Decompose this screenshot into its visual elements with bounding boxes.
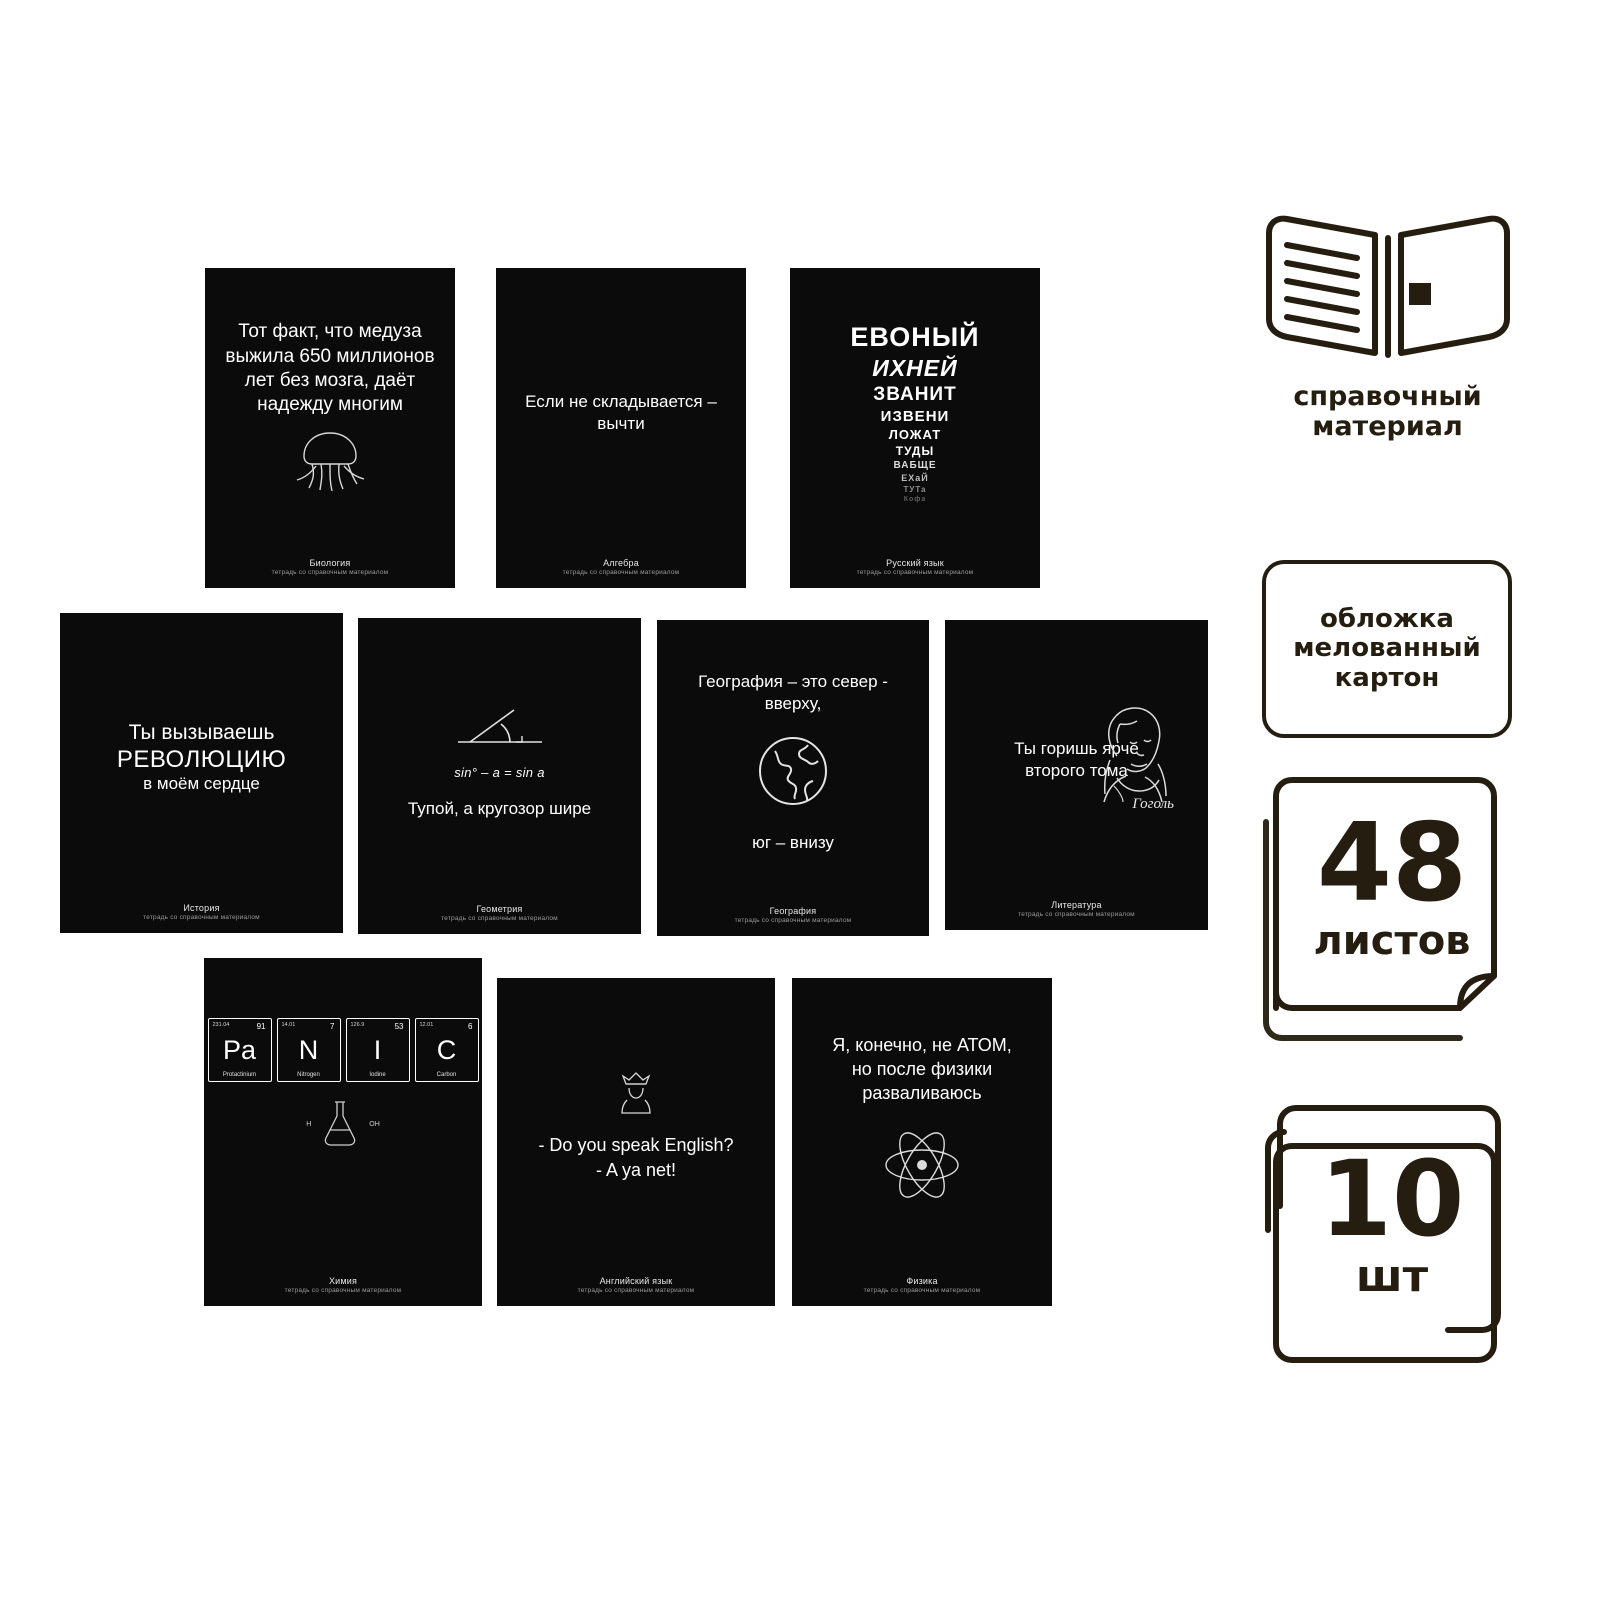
notebook-cover-biology[interactable]	[205, 268, 455, 588]
cover-subtitle: тетрадь со справочным материалом	[562, 569, 680, 577]
element-symbol: I	[373, 1034, 382, 1065]
cover-subtitle: тетрадь со справочным материалом	[441, 915, 558, 923]
cover-quote-bottom: юг – внизу	[752, 832, 834, 852]
cover-subject: Алгебра	[603, 558, 639, 569]
geometry-formula: sin° – a = sin a	[454, 764, 545, 780]
feature-label	[1255, 382, 1520, 442]
obtuse-angle-icon	[452, 702, 548, 757]
cover-subtitle: тетрадь со справочным материалом	[271, 569, 389, 577]
element-mass: 126.9	[350, 1022, 365, 1028]
feature-cover-material	[1262, 560, 1512, 738]
globe-icon	[751, 729, 835, 818]
crown-head-icon	[616, 1070, 656, 1119]
russian-word: ТУДЫ	[895, 444, 935, 459]
cover-footer	[790, 557, 1040, 588]
cover-subtitle: тетрадь со справочным материалом	[284, 1287, 402, 1295]
russian-word: ТУТа	[903, 485, 927, 495]
cover-footer	[204, 1275, 482, 1306]
element-number: 7	[330, 1022, 335, 1031]
cover-footer	[496, 557, 746, 588]
gogol-portrait-icon	[1086, 694, 1182, 809]
cover-subtitle: тетрадь со справочным материалом	[143, 914, 260, 922]
open-book-icon	[1255, 205, 1520, 370]
notebook-cover-history[interactable]	[60, 613, 343, 933]
russian-word: ВАБЩЕ	[893, 460, 937, 472]
quote-line: Ты вызываешь	[128, 721, 275, 745]
element-name: Iodine	[369, 1072, 386, 1078]
cover-subject: Русский язык	[886, 558, 944, 569]
cover-footer	[792, 1275, 1052, 1306]
element-tile	[415, 1018, 479, 1082]
notebook-cover-literature[interactable]	[945, 620, 1208, 930]
feature-label-line: материал	[1312, 411, 1463, 443]
sheet-count-label: листов	[1313, 918, 1471, 965]
quantity-number: 10	[1319, 1138, 1465, 1260]
quote-line: - A ya net!	[595, 1160, 677, 1181]
russian-word: Кофа	[903, 496, 927, 504]
flask-icon	[317, 1096, 363, 1153]
feature-label-line: справочный	[1293, 381, 1482, 412]
element-tile	[208, 1018, 272, 1082]
feature-sheet-count	[1258, 762, 1526, 1052]
cover-subtitle: тетрадь со справочным материалом	[863, 1287, 981, 1295]
element-name: Carbon	[436, 1072, 457, 1078]
flask-label-left: H	[306, 1121, 312, 1128]
cover-subtitle: тетрадь со справочным материалом	[1018, 911, 1135, 919]
russian-word: ИХНЕЙ	[872, 355, 958, 382]
feature-label	[1293, 605, 1480, 692]
element-number: 6	[468, 1022, 473, 1031]
feature-quantity	[1258, 1090, 1526, 1380]
cover-subject: Химия	[328, 1276, 358, 1287]
cover-subject: Физика	[906, 1276, 938, 1287]
cover-quote-top: География – это север - вверху,	[698, 672, 888, 714]
quote-line: разваливаюсь	[862, 1082, 982, 1103]
notebook-cover-algebra[interactable]	[496, 268, 746, 588]
cover-quote	[117, 720, 286, 794]
notebook-cover-geography[interactable]	[657, 620, 929, 936]
feature-label-line: обложка	[1319, 604, 1454, 635]
cover-subject: Английский язык	[599, 1276, 673, 1287]
cover-footer	[205, 557, 455, 588]
russian-word: ЛОЖАТ	[888, 427, 942, 443]
cover-quote: Тупой, а кругозор шире	[407, 798, 592, 818]
notebook-cover-english[interactable]	[497, 978, 775, 1306]
cover-footer	[60, 902, 343, 933]
flask-label-right: OH	[369, 1121, 380, 1128]
russian-word: ИЗВЕНИ	[880, 408, 950, 426]
quote-line: в моём сердце	[143, 774, 260, 794]
cover-footer	[657, 905, 929, 936]
element-name: Protactinium	[222, 1072, 257, 1078]
cover-footer	[497, 1275, 775, 1306]
cover-quote	[538, 1133, 733, 1183]
sheet-count-number: 48	[1316, 801, 1468, 926]
atom-icon	[883, 1129, 961, 1206]
quote-line: Я, конечно, не АТОМ,	[832, 1035, 1012, 1055]
element-symbol: Pa	[222, 1034, 257, 1065]
cover-footer	[945, 899, 1208, 930]
russian-word: ЕХаЙ	[901, 473, 929, 484]
element-mass: 12.01	[419, 1022, 434, 1028]
notebook-cover-physics[interactable]	[792, 978, 1052, 1306]
cover-subject: Литература	[1051, 900, 1102, 911]
element-number: 53	[394, 1022, 404, 1031]
element-number: 91	[256, 1022, 266, 1031]
flask-row	[306, 1096, 380, 1153]
quote-line: второго тома	[1025, 760, 1128, 780]
cover-subtitle: тетрадь со справочным материалом	[577, 1287, 695, 1295]
element-mass: 14.01	[281, 1022, 296, 1028]
feature-reference-material	[1255, 205, 1520, 442]
cover-quote: Тот факт, что медуза выжила 650 миллионов лет без мозга, даёт надежду многим	[225, 321, 435, 416]
cover-subtitle: тетрадь со справочным материалом	[734, 917, 852, 925]
cover-subtitle: тетрадь со справочным материалом	[856, 569, 974, 577]
feature-label-line: картон	[1334, 662, 1440, 693]
cover-footer	[358, 903, 641, 934]
quote-line: Ты горишь ярче	[1014, 738, 1139, 758]
russian-word: ЕВОНЫЙ	[850, 322, 980, 353]
notebook-cover-geometry[interactable]	[358, 618, 641, 934]
element-name: Nitrogen	[297, 1072, 320, 1078]
cover-quote: Если не складывается – вычти	[525, 391, 717, 433]
gogol-signature: Гоголь	[1132, 796, 1174, 812]
russian-word-list	[850, 322, 979, 503]
notebook-cover-chemistry[interactable]	[204, 958, 482, 1306]
russian-word: ЗВАНИТ	[873, 384, 957, 406]
cover-subject: Биология	[309, 558, 351, 569]
element-symbol: C	[436, 1034, 457, 1065]
quote-line: но после физики	[851, 1058, 993, 1079]
quantity-label: шт	[1355, 1250, 1429, 1302]
quote-line: - Do you speak English?	[538, 1134, 734, 1155]
feature-label-line: мелованный	[1293, 633, 1481, 664]
periodic-elements	[208, 1018, 479, 1082]
element-symbol: N	[298, 1034, 319, 1065]
quote-line: РЕВОЛЮЦИЮ	[116, 745, 287, 773]
element-mass: 231.04	[212, 1022, 230, 1028]
element-tile	[277, 1018, 341, 1082]
cover-subject: История	[183, 903, 220, 914]
element-tile	[346, 1018, 410, 1082]
jellyfish-icon	[276, 422, 384, 505]
cover-subject: География	[769, 906, 817, 917]
cover-subject: Геометрия	[476, 904, 523, 915]
cover-quote	[832, 1034, 1012, 1105]
notebook-cover-russian[interactable]	[790, 268, 1040, 588]
